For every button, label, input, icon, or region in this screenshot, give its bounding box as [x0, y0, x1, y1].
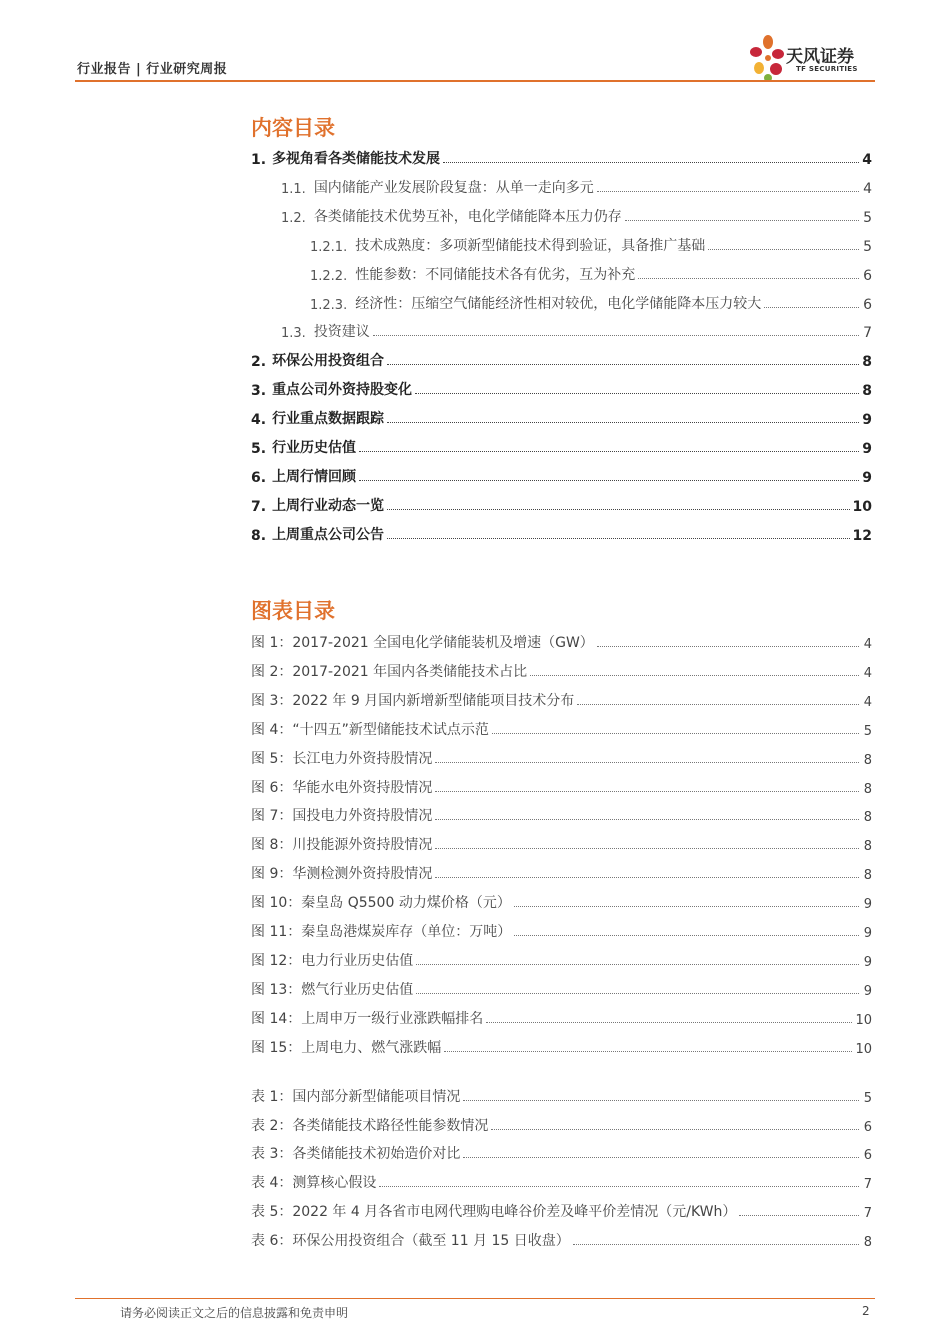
toc-entry-page: 9 [862, 441, 872, 457]
toc-entry[interactable] [251, 777, 872, 797]
toc-entry-number: 1.2. [281, 210, 306, 226]
toc-entry[interactable] [251, 661, 872, 681]
toc-entry[interactable] [251, 1037, 872, 1057]
dot-leader [764, 307, 859, 308]
toc-entry-title: 图 12：电力行业历史估值 [251, 952, 414, 969]
report-type-label: 行业报告 | 行业研究周报 [77, 62, 228, 77]
dot-leader [463, 1157, 859, 1158]
toc-entry[interactable] [251, 524, 872, 544]
toc-entry[interactable] [251, 1230, 872, 1250]
toc-entry-page: 6 [863, 1119, 872, 1135]
dot-leader [387, 509, 849, 510]
toc-entry-page: 6 [863, 296, 872, 313]
toc-entry-title: 投资建议 [313, 324, 370, 341]
toc-entry-title: 行业重点数据跟踪 [272, 411, 385, 428]
toc-entry-number: 2. [251, 354, 267, 371]
toc-entry-page: 4 [863, 180, 872, 197]
toc-entry-title: 表 4：测算核心假设 [251, 1175, 377, 1192]
dot-leader [416, 964, 859, 965]
toc-entry-page: 7 [863, 1205, 872, 1221]
toc-entry-number: 1.2.3. [310, 297, 348, 313]
toc-entry-page: 4 [863, 637, 872, 652]
dot-leader [638, 278, 859, 279]
toc-entry[interactable] [251, 408, 872, 428]
dot-leader [577, 704, 859, 705]
toc-entry-title: 表 5：2022 年 4 月各省市电网代理购电峰谷价差及峰平价差情况（元/KWh） [251, 1203, 737, 1220]
dot-leader [463, 1100, 859, 1101]
company-logo [748, 34, 878, 82]
dot-leader [387, 422, 859, 423]
toc-entry-title: 各类储能技术优势互补，电化学储能降本压力仍存 [313, 208, 622, 225]
toc-entry-number: 1. [251, 152, 267, 168]
toc-entry[interactable] [251, 748, 872, 768]
toc-entry-number: 7. [251, 498, 267, 515]
toc-entry[interactable] [251, 805, 872, 825]
toc-entry-page: 10 [852, 498, 872, 515]
dot-leader [625, 220, 859, 221]
toc-entry-title: 图 4：“十四五”新型储能技术试点示范 [251, 721, 489, 738]
logo-subtitle: TF SECURITIES [796, 65, 858, 73]
toc-entry[interactable] [251, 1086, 872, 1106]
toc-entry[interactable] [310, 235, 872, 255]
toc-entry-title: 上周重点公司公告 [272, 526, 385, 543]
dot-leader [387, 364, 859, 365]
toc-entry-title: 图 1：2017-2021 全国电化学储能装机及增速（GW） [251, 635, 594, 651]
toc-entry[interactable] [251, 632, 872, 652]
toc-entry-page: 8 [863, 868, 872, 884]
toc-entry[interactable] [281, 177, 872, 197]
toc-entry-page: 4 [863, 694, 872, 710]
toc-entry-page: 4 [862, 152, 872, 168]
toc-entry-page: 9 [863, 897, 872, 913]
toc-entry-title: 国内储能产业发展阶段复盘：从单一走向多元 [313, 179, 594, 196]
toc-entry-page: 9 [863, 926, 872, 941]
toc-entry[interactable] [251, 495, 872, 515]
toc-entry[interactable] [310, 293, 872, 313]
toc-entry-page: 8 [863, 781, 872, 797]
toc-entry-title: 图 14：上周申万一级行业涨跌幅排名 [251, 1010, 484, 1027]
logo-name: 天风证券 [786, 47, 854, 67]
toc-entry[interactable] [251, 379, 872, 399]
toc-entry-title: 表 3：各类储能技术初始造价对比 [251, 1146, 461, 1163]
toc-entry-number: 1.1. [281, 181, 306, 197]
toc-entry-page: 4 [863, 665, 872, 681]
toc-entry[interactable] [251, 863, 872, 883]
dot-leader [359, 480, 859, 481]
toc-entry-title: 图 8：川投能源外资持股情况 [251, 837, 433, 854]
toc-entry-number: 1.2.1. [310, 239, 348, 255]
page-number: 2 [862, 1304, 870, 1318]
dot-leader [573, 1244, 859, 1245]
toc-entry[interactable] [251, 350, 872, 370]
dot-leader [416, 993, 859, 994]
toc-entry[interactable] [251, 1115, 872, 1135]
dot-leader [443, 162, 859, 163]
toc-entry-title: 图 5：长江电力外资持股情况 [251, 750, 433, 767]
toc-entry[interactable] [251, 719, 872, 739]
toc-entry-number: 6. [251, 469, 267, 486]
toc-entry[interactable] [310, 264, 872, 284]
toc-entry[interactable] [281, 321, 872, 341]
toc-entry-title: 图 13：燃气行业历史估值 [251, 981, 414, 998]
toc-entry[interactable] [251, 892, 872, 912]
toc-entry-page: 8 [862, 383, 872, 400]
toc-entry-number: 5. [251, 441, 267, 457]
toc-entry-title: 图 9：华测检测外资持股情况 [251, 866, 433, 883]
toc-entry-page: 6 [863, 1148, 872, 1164]
dot-leader [514, 935, 859, 936]
footer-disclaimer: 请务必阅读正文之后的信息披露和免责申明 [120, 1306, 349, 1320]
toc-entry-page: 9 [862, 469, 872, 486]
toc-entry-title: 经济性：压缩空气储能经济性相对较优，电化学储能降本压力较大 [355, 295, 762, 312]
toc-entry[interactable] [251, 148, 872, 168]
dot-leader [359, 451, 859, 452]
dot-leader [387, 538, 849, 539]
toc-entry-page: 8 [863, 1234, 872, 1250]
toc-entry[interactable] [251, 690, 872, 710]
header-divider [75, 80, 875, 82]
dot-leader [491, 1129, 859, 1130]
toc-entry-title: 图 10：秦皇岛 Q5500 动力煤价格（元） [251, 895, 511, 912]
toc-entry-title: 图 3：2022 年 9 月国内新增新型储能项目技术分布 [251, 692, 575, 709]
toc-entry[interactable] [251, 979, 872, 999]
toc-entry-page: 5 [863, 1091, 872, 1106]
toc-entry-page: 9 [863, 983, 872, 999]
toc-entry-page: 6 [863, 267, 872, 284]
toc-entry-number: 1.3. [281, 326, 306, 342]
toc-entry[interactable] [251, 921, 872, 941]
toc-entry-page: 9 [862, 412, 872, 429]
dot-leader [486, 1022, 852, 1023]
toc-entry[interactable] [251, 1172, 872, 1192]
toc-entry-page: 5 [863, 723, 872, 739]
toc-entry-title: 图 15：上周电力、燃气涨跌幅 [251, 1039, 442, 1056]
toc-entry-page: 10 [855, 1012, 872, 1028]
toc-entry[interactable] [251, 466, 872, 486]
dot-leader [597, 646, 859, 647]
dot-leader [435, 791, 859, 792]
dot-leader [435, 762, 859, 763]
dot-leader [415, 393, 859, 394]
toc-entry-number: 8. [251, 527, 267, 544]
dot-leader [435, 877, 859, 878]
toc-entry-page: 7 [863, 325, 872, 342]
figures-title: 图表目录 [251, 599, 335, 623]
toc-entry-title: 技术成熟度：多项新型储能技术得到验证，具备推广基础 [355, 237, 706, 254]
dot-leader [492, 733, 859, 734]
toc-entry-title: 行业历史估值 [272, 440, 357, 456]
dot-leader [435, 819, 859, 820]
toc-entry[interactable] [251, 1143, 872, 1163]
dot-leader [379, 1186, 859, 1187]
toc-entry-title: 图 7：国投电力外资持股情况 [251, 808, 433, 825]
toc-entry[interactable] [251, 1008, 872, 1028]
dot-leader [739, 1215, 859, 1216]
toc-entry-page: 10 [855, 1041, 872, 1057]
flower-logo-icon [748, 34, 788, 82]
toc-entry-title: 上周行业动态一览 [272, 497, 385, 514]
toc-entry[interactable] [281, 206, 872, 226]
toc-entry[interactable] [251, 950, 872, 970]
toc-entry-page: 5 [863, 238, 872, 255]
toc-entry-title: 多视角看各类储能技术发展 [272, 151, 441, 167]
toc-entry-title: 表 6：环保公用投资组合（截至 11 月 15 日收盘） [251, 1232, 570, 1249]
toc-entry-title: 图 6：华能水电外资持股情况 [251, 779, 433, 796]
dot-leader [435, 848, 859, 849]
toc-entry-page: 9 [863, 954, 872, 970]
toc-entry-title: 性能参数：不同储能技术各有优劣，互为补充 [355, 266, 636, 283]
dot-leader [514, 906, 859, 907]
toc-entry-title: 上周行情回顾 [272, 468, 357, 485]
dot-leader [373, 335, 859, 336]
toc-entry-page: 8 [863, 752, 872, 768]
toc-entry-title: 表 2：各类储能技术路径性能参数情况 [251, 1117, 489, 1134]
toc-entry-title: 重点公司外资持股变化 [272, 382, 413, 399]
dot-leader [444, 1051, 852, 1052]
dot-leader [597, 191, 859, 192]
dot-leader [530, 675, 859, 676]
toc-entry-title: 表 1：国内部分新型储能项目情况 [251, 1089, 461, 1105]
toc-entry-title: 图 11：秦皇岛港煤炭库存（单位：万吨） [251, 924, 512, 940]
toc-entry-page: 8 [862, 354, 872, 371]
toc-entry-number: 3. [251, 383, 267, 400]
toc-entry-title: 图 2：2017-2021 年国内各类储能技术占比 [251, 663, 528, 680]
dot-leader [708, 249, 859, 250]
contents-title: 内容目录 [251, 116, 335, 140]
toc-entry-page: 7 [863, 1177, 872, 1193]
toc-entry-number: 1.2.2. [310, 268, 348, 284]
toc-entry-page: 12 [852, 527, 872, 544]
toc-entry-page: 8 [863, 810, 872, 826]
toc-entry[interactable] [251, 437, 872, 457]
toc-entry-page: 8 [863, 839, 872, 855]
footer-divider [75, 1298, 875, 1299]
toc-entry[interactable] [251, 834, 872, 854]
toc-entry-number: 4. [251, 412, 267, 429]
toc-entry-page: 5 [863, 209, 872, 226]
toc-entry[interactable] [251, 1201, 872, 1221]
toc-entry-title: 环保公用投资组合 [272, 353, 385, 370]
